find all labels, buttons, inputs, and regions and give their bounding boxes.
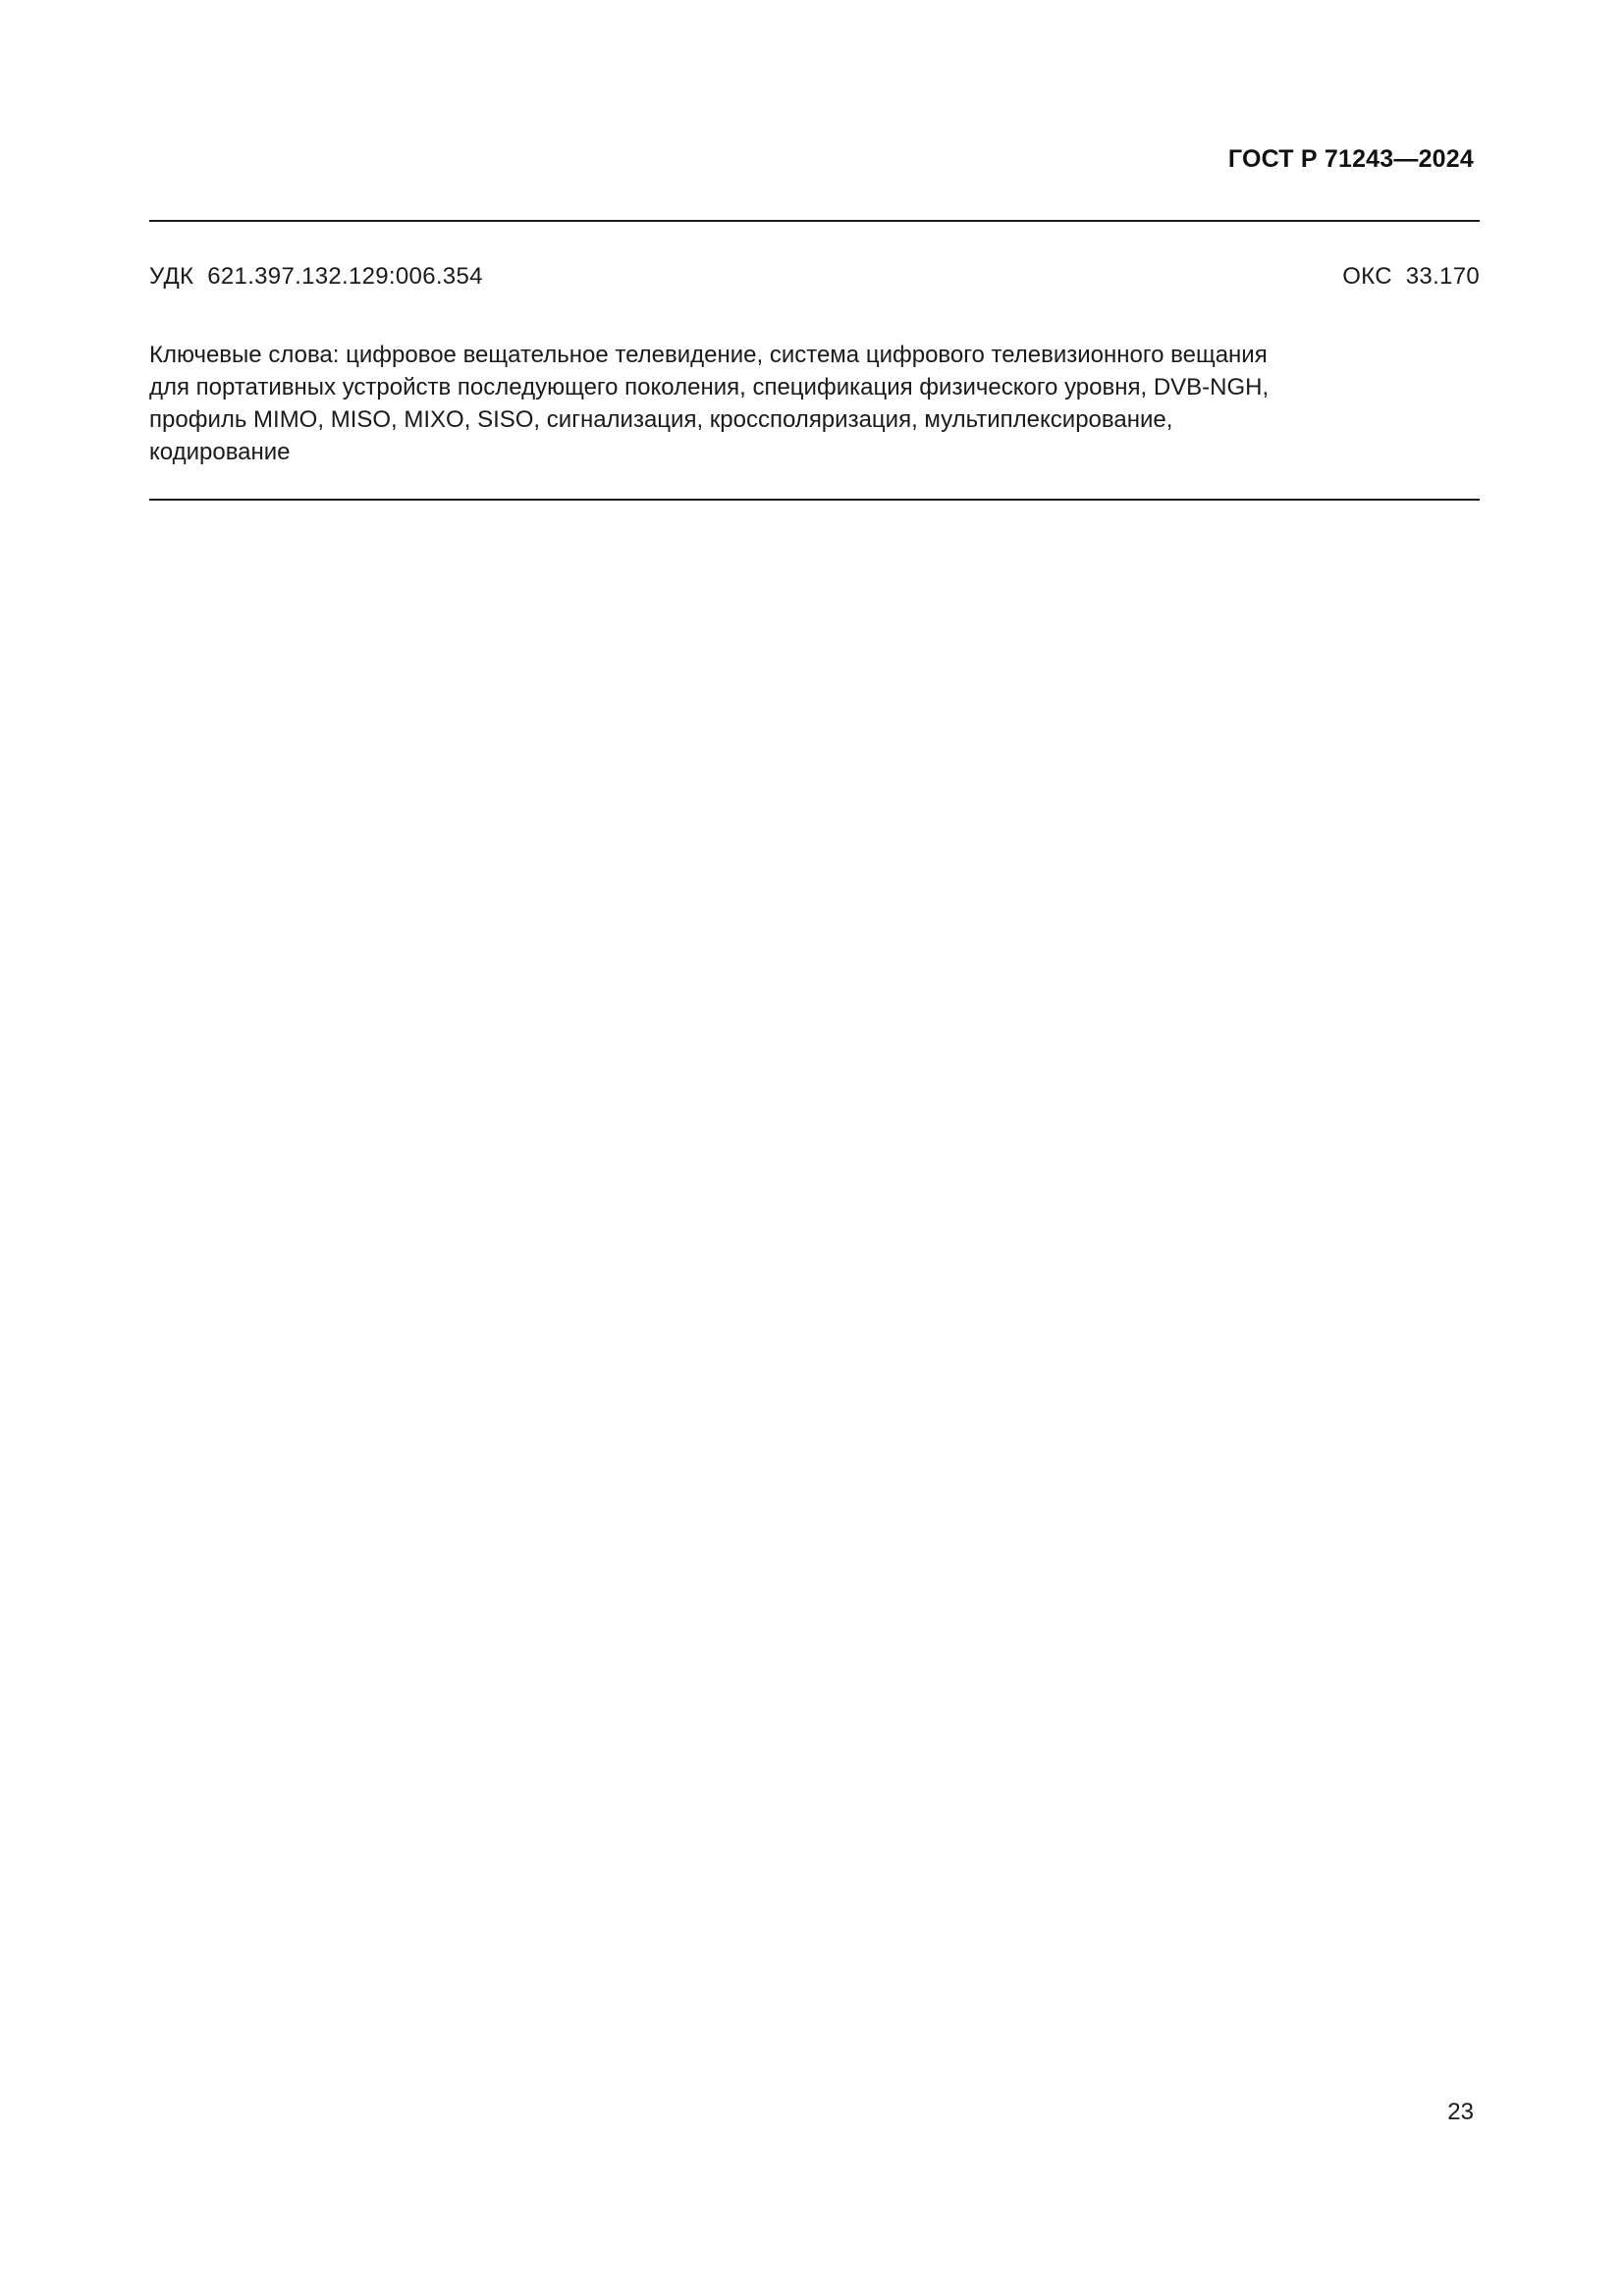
keywords-token: SISO, <box>477 406 541 433</box>
page-number: 23 <box>1447 2099 1474 2125</box>
keywords-token: MISO, <box>330 406 398 433</box>
divider-bottom <box>149 499 1480 501</box>
oks-code <box>1342 263 1480 291</box>
oks-label: ОКС <box>1342 263 1392 290</box>
keywords-token: кроссполяризация, <box>709 406 918 433</box>
page-title: ГОСТ Р 71243—2024 <box>1227 145 1474 173</box>
keywords-token: сигнализация, <box>546 406 704 433</box>
keywords-label: Ключевые слова: <box>149 342 340 368</box>
keywords-token: MIMO, <box>253 406 325 433</box>
keywords-line-3 <box>149 403 1481 436</box>
divider-top <box>149 220 1480 222</box>
udk-label: УДК <box>149 263 194 290</box>
keywords-token: мультиплексирование, <box>924 406 1173 433</box>
keywords-token: профиль <box>149 406 247 433</box>
keywords-line-1 <box>149 339 1481 371</box>
codes-row <box>149 263 1480 294</box>
keywords-token: MIXO, <box>404 406 471 433</box>
keywords-text-start: цифровое вещательное телевидение, система цифрового телевизионного вещания <box>346 342 1268 368</box>
oks-value: 33.170 <box>1405 263 1480 290</box>
udk-code <box>149 263 483 291</box>
udk-value: 621.397.132.129:006.354 <box>207 263 483 290</box>
keywords-line-4: кодирование <box>149 439 291 465</box>
keywords-block <box>149 339 1481 468</box>
keywords-line-2: для портативных устройств последующего поколения, спецификация физического уровня, DVB-NGH, <box>149 374 1270 400</box>
